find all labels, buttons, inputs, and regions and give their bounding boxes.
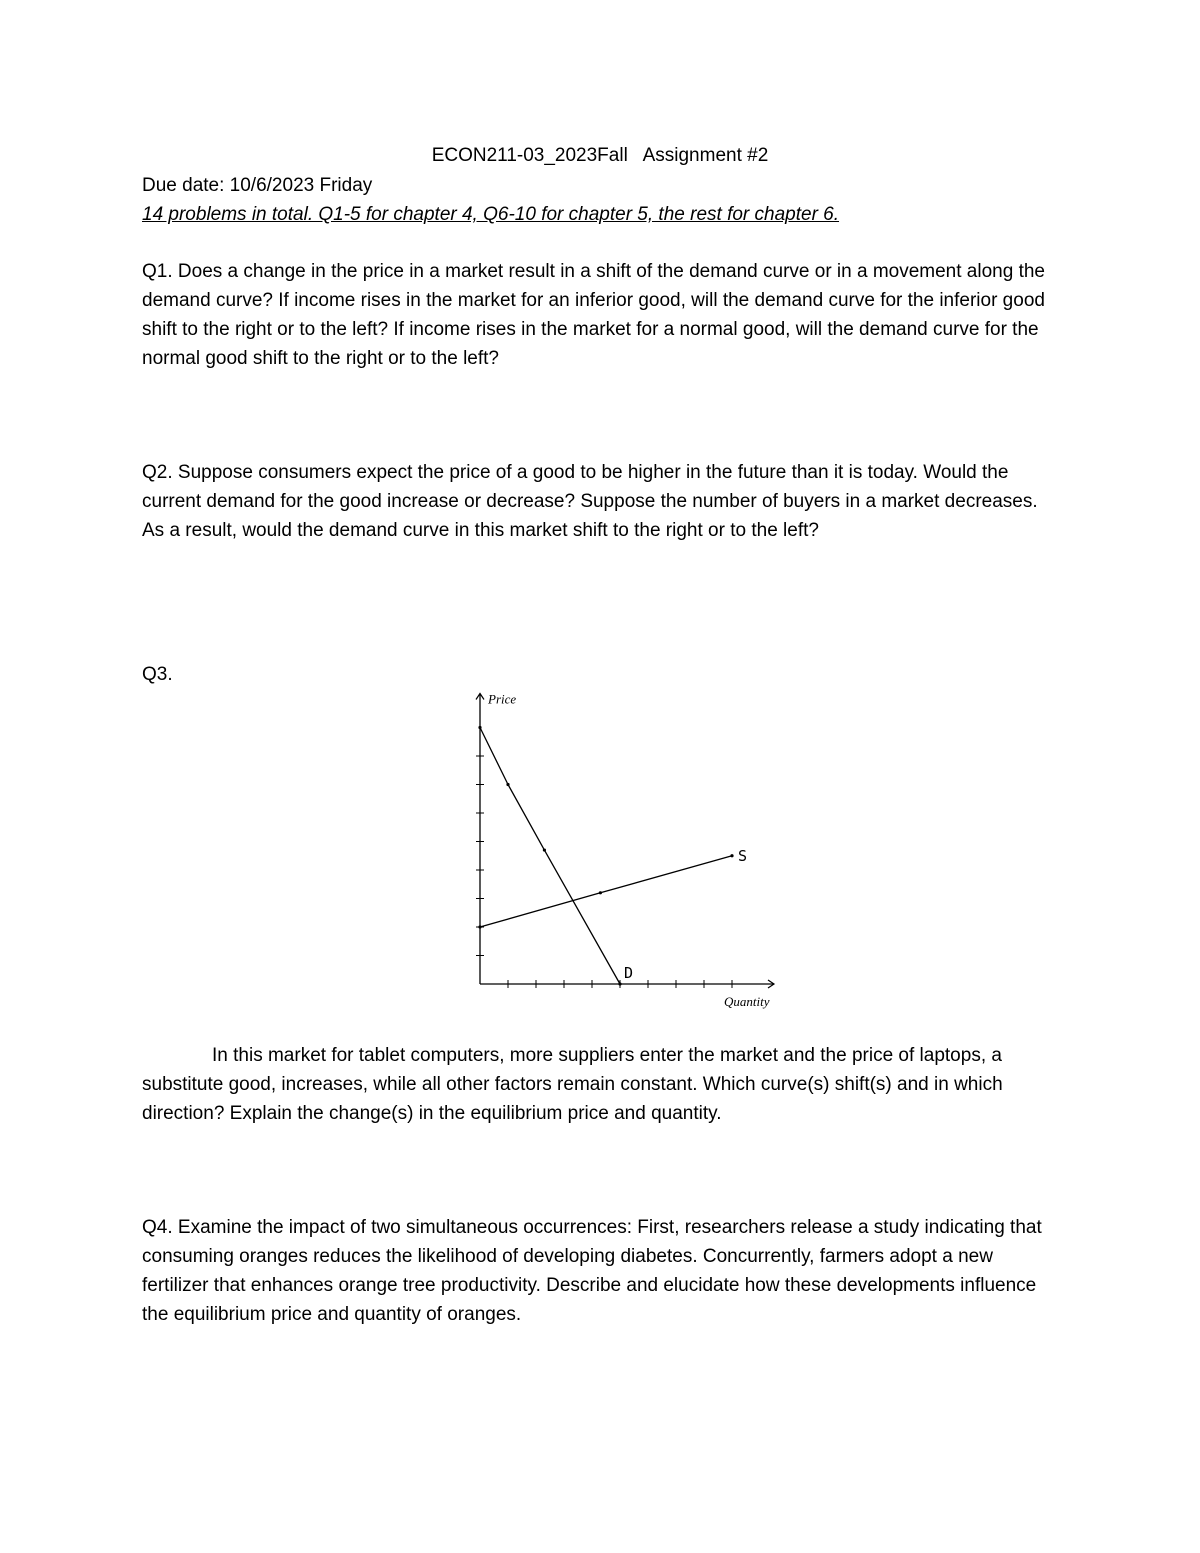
demand-curve [480,728,620,985]
supply-demand-chart [440,680,800,1020]
question-1: Q1. Does a change in the price in a market result in a shift of the demand curve or in a movement along the demand curve? If income rises in the market for an inferior good, will the demand curve for the inferior good shift to the right or to the left? If income rises in the market for a normal good, will the demand curve for the normal good shift to the right or to the left? [142,261,1045,369]
y-axis-label: Price [488,691,517,707]
due-date: Due date: 10/6/2023 Friday [142,175,373,196]
question-3-label: Q3. [142,664,173,685]
supply-curve [480,856,732,927]
chart-svg [440,680,800,1020]
chart-axes [476,691,774,989]
chart-ticks [476,756,732,988]
demand-point [478,726,481,729]
chart-series [478,726,733,986]
question-3-text: In this market for tablet computers, more suppliers enter the market and the price of laptops, a substitute good, increases, while all other factors remain constant. Which curve(s) shift(s) and in which direction? Explain the change(s) in the equilibrium price and quantity. [142,1045,1003,1124]
question-2: Q2. Suppose consumers expect the price of a good to be higher in the future than it is today. Would the current demand for the good increase or decrease? Suppose the number of buyers in a market decreases. As a result, would the demand curve in this market shift to the right or to the left? [142,462,1038,541]
supply-point [730,854,733,857]
demand-point [506,783,509,786]
chart-labels [487,692,770,1010]
problem-count-note: 14 problems in total. Q1-5 for chapter 4, Q6-10 for chapter 5, the rest for chapter 6. [142,204,840,225]
demand-label: D [624,964,634,982]
supply-point [599,891,602,894]
question-4: Q4. Examine the impact of two simultaneous occurrences: First, researchers release a study indicating that consuming oranges reduces the likelihood of developing diabetes. Concurrently, farmers adopt a new fertilizer that enhances orange tree productivity. Describe and elucidate how these developments influence the equilibrium price and quantity of oranges. [142,1217,1042,1325]
supply-point [478,925,481,928]
document-title: ECON211-03_2023Fall Assignment #2 [431,145,769,166]
demand-point [543,848,546,851]
supply-label: S [738,846,748,865]
x-axis-label: Quantity [724,994,770,1009]
demand-point [618,982,621,985]
